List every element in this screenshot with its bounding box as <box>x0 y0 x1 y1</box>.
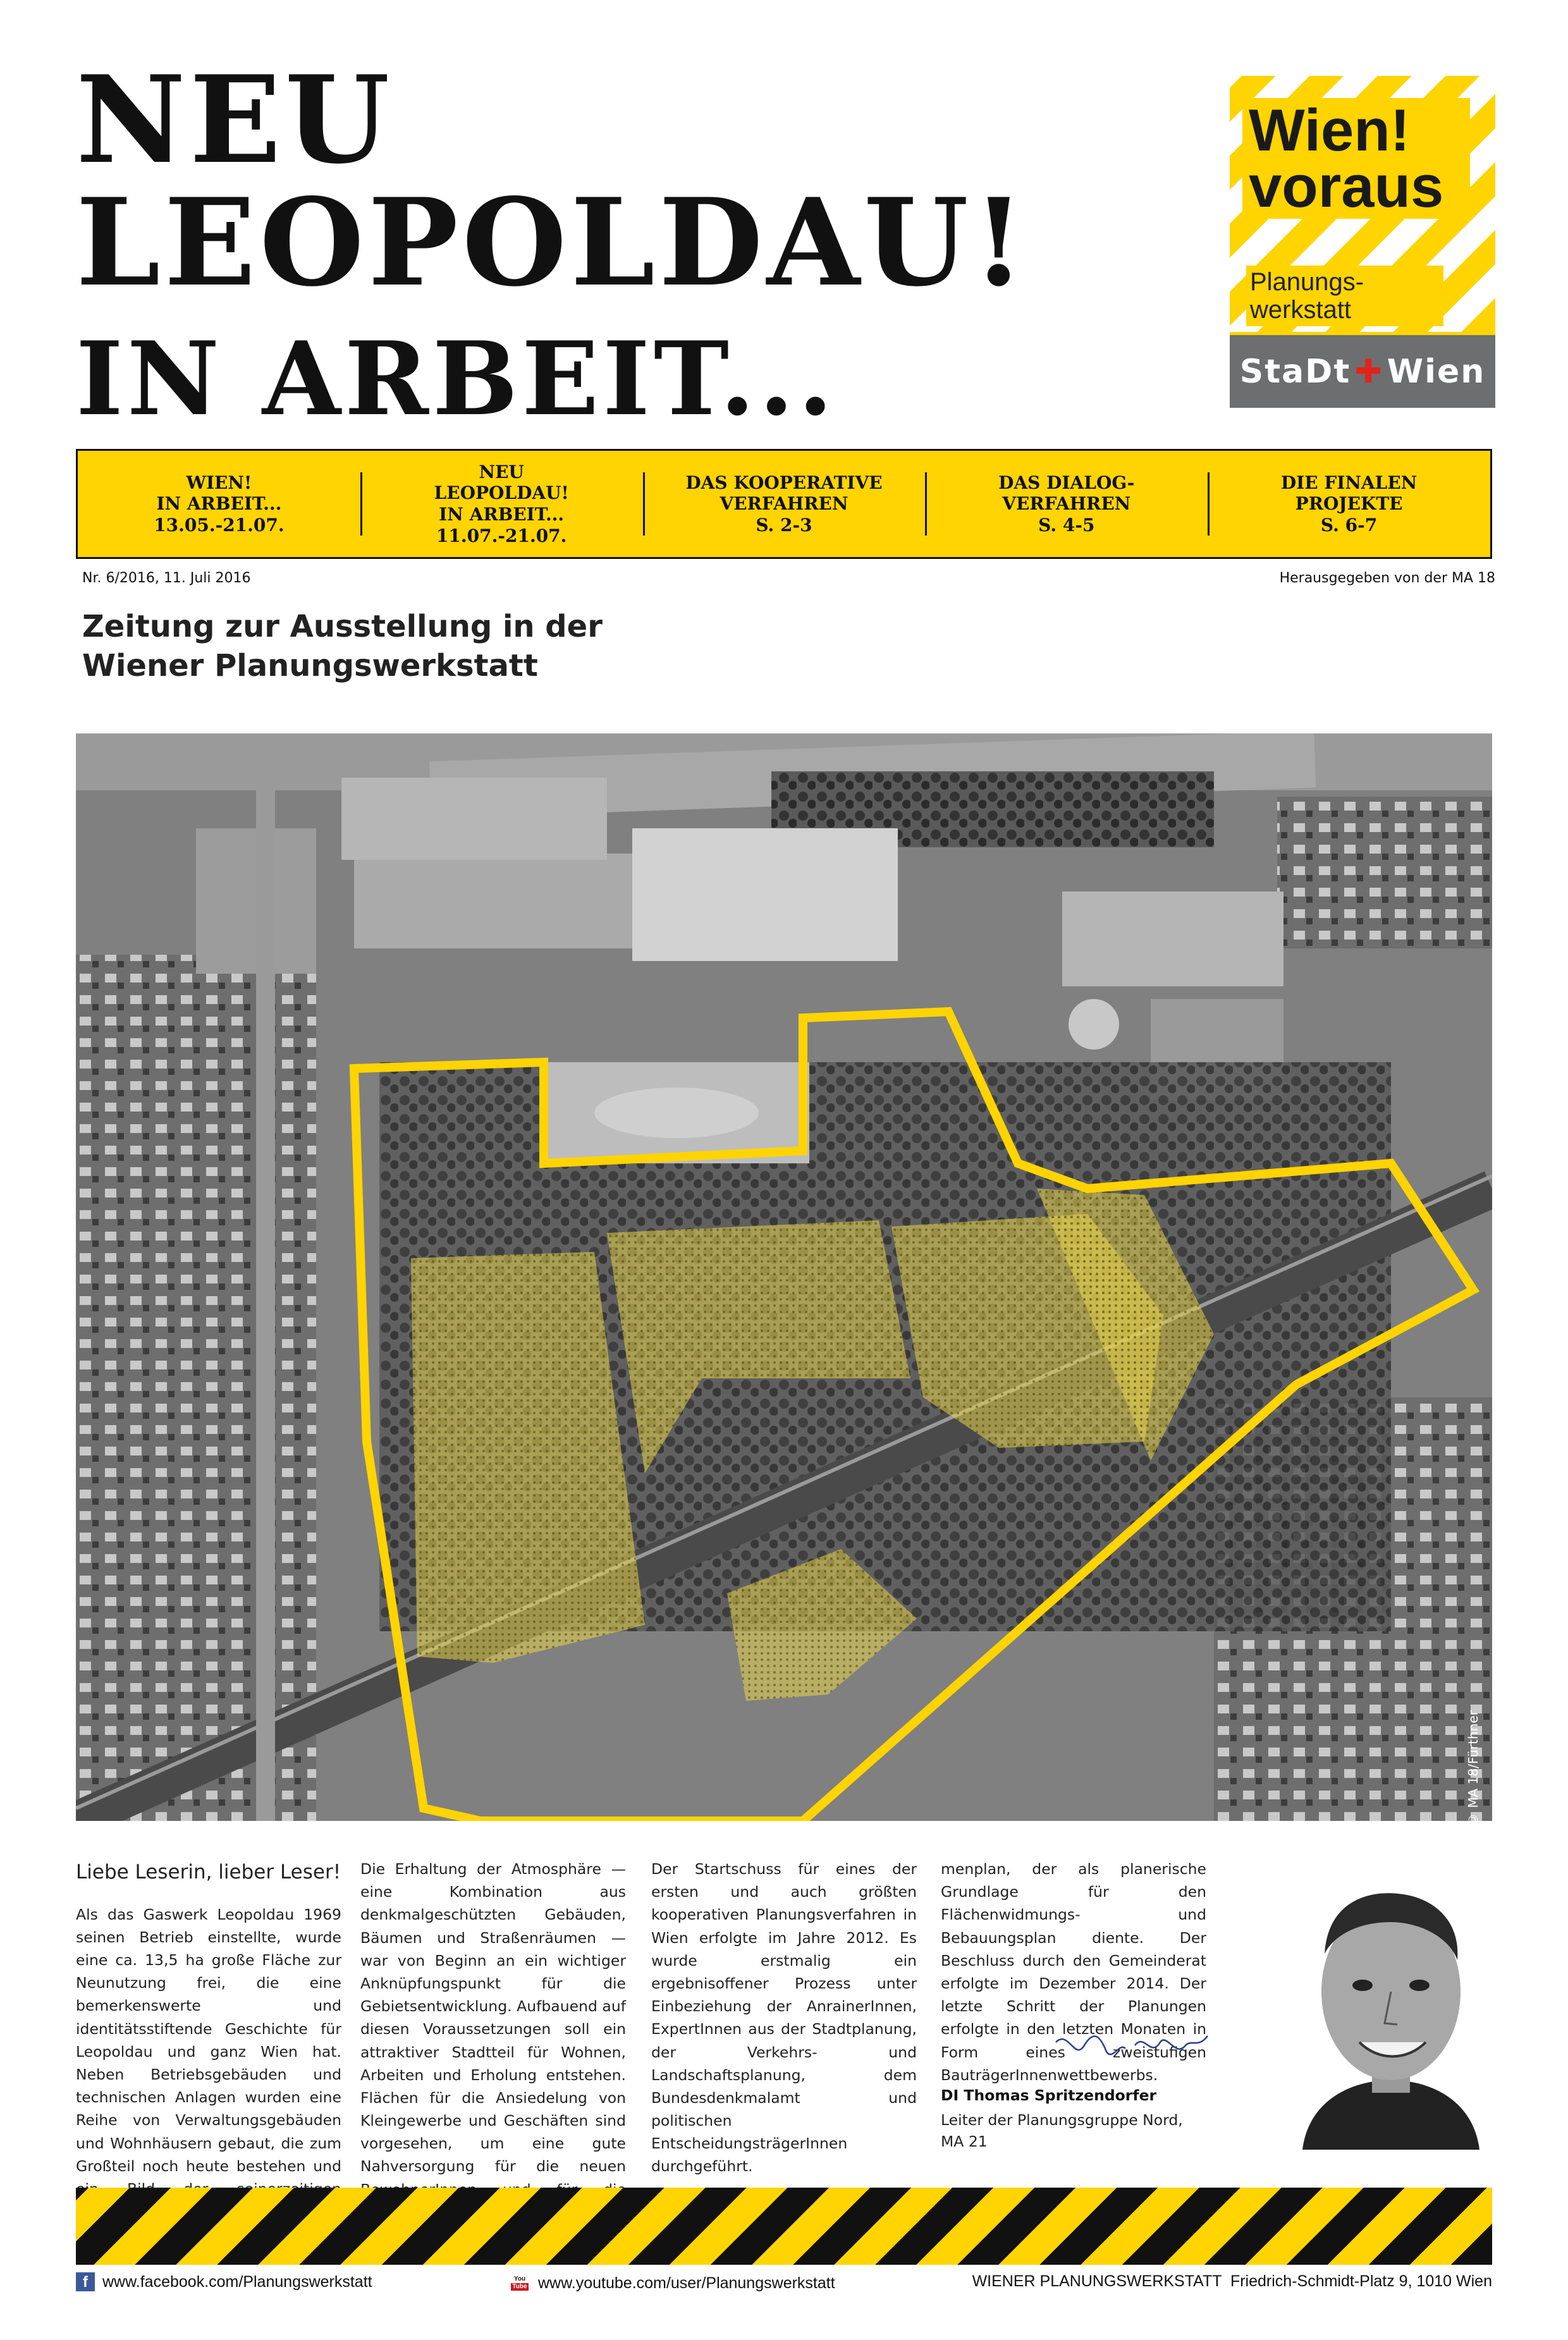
footer-youtube[interactable] <box>509 2272 835 2294</box>
footer-facebook[interactable] <box>76 2272 372 2291</box>
nav-item-label: DAS DIALOG- VERFAHREN S. 4-5 <box>998 472 1135 536</box>
facebook-link[interactable]: www.facebook.com/Planungswerkstatt <box>102 2272 372 2291</box>
signature-name: DI Thomas Spritzendorfer <box>941 2086 1157 2104</box>
logo-title-line-1: Wien! <box>1249 97 1411 163</box>
nav-item-finale-projekte[interactable] <box>1208 451 1490 557</box>
article-column-2 <box>360 1858 626 2236</box>
portrait-photo <box>1290 1859 1492 2150</box>
stadt-wien-right: Wien <box>1387 352 1486 391</box>
vienna-cross-icon: ✚ <box>1354 352 1383 391</box>
footer-address: WIENER PLANUNGSWERKSTATT Friedrich-Schmidt-Platz 9, 1010 Wien <box>972 2272 1492 2290</box>
logo-subtitle-line-2: werkstatt <box>1250 296 1352 324</box>
article-greeting: Liebe Leserin, lieber Leser! <box>76 1861 341 1884</box>
logo-title-line-2: voraus <box>1249 153 1444 220</box>
article-paragraph: Der Startschuss für eines der ersten und auch größten kooperativen Planungsverfahren in Wien erfolgte im Jahre 2012. Es wurde erstmalig ein ergebnisoffener Prozess unter Einbeziehung der AnrainerInnen, ExpertInnen aus der Stadtplanung, der Verkehrs- und Landschaftsplanung, dem Bundesdenkmalamt und politischen EntscheidungsträgerInnen durchgeführt. <box>651 1860 917 2176</box>
logo-subtitle-line-1: Planungs- <box>1250 268 1364 296</box>
youtube-icon <box>509 2272 530 2294</box>
signature-role: Leiter der Planungsgruppe Nord, MA 21 <box>941 2111 1183 2151</box>
aerial-photo-illustration <box>76 733 1492 1821</box>
article-column-1 <box>76 1858 341 2236</box>
nav-item-wien-in-arbeit[interactable] <box>78 451 360 557</box>
stadt-wien-left: StaDt <box>1239 352 1351 391</box>
headline-line-2: Wiener Planungswerkstatt <box>82 648 538 684</box>
masthead <box>76 49 1029 438</box>
youtube-icon-bottom: Tube <box>512 2282 527 2290</box>
masthead-line-3: IN ARBEIT... <box>76 319 837 438</box>
stadt-wien-badge <box>1230 335 1495 408</box>
masthead-line-2: LEOPOLDAU! <box>76 172 1029 313</box>
nav-item-dialog-verfahren[interactable] <box>925 451 1208 557</box>
section-navbar <box>76 449 1492 559</box>
nav-item-kooperative-verfahren[interactable] <box>643 451 926 557</box>
nav-item-label: WIEN! IN ARBEIT... 13.05.-21.07. <box>154 472 285 536</box>
article-paragraph: menplan, der als planerische Grundlage für den Flächenwidmungs- und Bebauungsplan diente. Der Beschluss durch den Gemeinderat erfolgte im Dezember 2014. Der letzte Schritt der Planungen erfolgte in den letzten Monaten in Form eines zweistufigen BauträgerInnenwettbewerbs. <box>941 1860 1206 2084</box>
handwritten-signature <box>1050 2023 1214 2074</box>
wien-voraus-logo <box>1230 76 1495 408</box>
nav-item-label: NEU LEOPOLDAU! IN ARBEIT... 11.07.-21.07. <box>434 461 569 546</box>
page-headline <box>82 607 778 686</box>
photo-credit: © MA 18/Fürthner <box>1466 1710 1481 1827</box>
article-paragraph: Die Erhaltung der Atmosphäre — eine Kombination aus denkmalgeschützten Gebäuden, Bäumen und Straßenräumen — war von Beginn an ein wichtiger Anknüpfungspunkt für die Gebietsentwicklung. Aufbauend auf diesen Voraussetzungen soll ein attraktiver Stadtteil für Wohnen, Arbeiten und Erholung entstehen. Flächen für die Ansiedelung von Kleingewerbe und Geschäften sind vorgesehen, um eine gute Nahversorgung für die neuen <box>360 1860 626 2176</box>
article-paragraph: Als das Gaswerk Leopoldau 1969 seinen Betrieb einstellte, wurde eine ca. 13,5 ha große Fläche zur Neunutzung frei, die eine bemerkenswerte und identitätsstiftende Geschichte für Leopoldau und ganz Wien hat. Neben Betriebsgebäuden und technischen Anlagen wurden eine Reihe von Verwaltungsgebäuden und Wohnhäusern gebaut, die zum Großteil noch heute bestehen und <box>76 1905 341 2175</box>
nav-item-label: DAS KOOPERATIVE VERFAHREN S. 2-3 <box>685 472 883 536</box>
youtube-icon-top: You <box>513 2275 526 2282</box>
logo-subtitle <box>1246 266 1443 326</box>
publisher-info: Herausgegeben von der MA 18 <box>1279 570 1495 586</box>
aerial-photo <box>76 733 1492 1821</box>
facebook-icon: f <box>76 2272 95 2291</box>
nav-item-neu-leopoldau[interactable] <box>360 451 643 557</box>
masthead-line-1: NEU <box>76 49 394 190</box>
nav-item-label: DIE FINALEN PROJEKTE S. 6-7 <box>1280 472 1418 536</box>
headline-line-1: Zeitung zur Ausstellung in der <box>82 609 603 644</box>
youtube-link[interactable]: www.youtube.com/user/Planungswerkstatt <box>538 2274 835 2292</box>
logo-title <box>1242 98 1470 219</box>
hazard-stripe-banner <box>76 2188 1492 2265</box>
issue-info: Nr. 6/2016, 11. Juli 2016 <box>82 570 251 586</box>
